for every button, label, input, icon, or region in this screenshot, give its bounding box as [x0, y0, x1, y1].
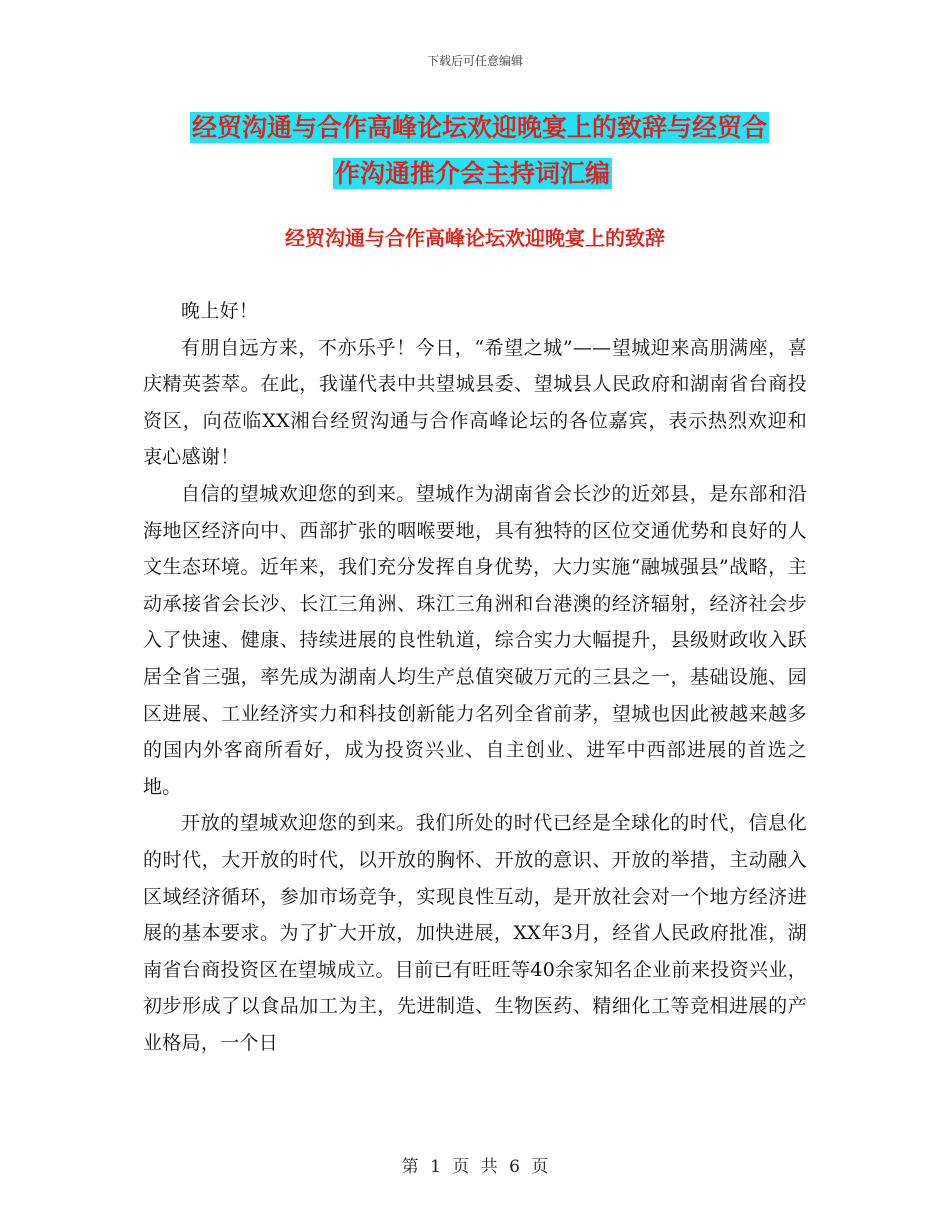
document-body — [143, 293, 807, 1061]
body-paragraph: 自信的望城欢迎您的到来。望城作为湖南省会长沙的近郊县，是东部和沿海地区经济向中、西部扩张的咽喉要地，具有独特的区位交通优势和良好的人文生态环境。近年来，我们充分发挥自身优势，大力实施“融城强县”战略，主动承接省会长沙、长江三角洲、珠江三角洲和台港澳的经济辐射，经济社会步入了快速、健康、持续进展的良性轨道，综合实力大幅提升，县级财政收入跃居全省三强，率先成为湖南人均生产总值突破万元的三县之一，基础设施、园区进展、工业经济实力和科技创新能力名列全省前茅，望城也因此被越来越多的国内外客商所看好，成为投资兴业、自主创业、进军中西部进展的首选之地。 — [143, 482, 807, 798]
main-title-line-2-text: 作沟通推介会主持词汇编 — [334, 159, 610, 188]
body-paragraph: 开放的望城欢迎您的到来。我们所处的时代已经是全球化的时代，信息化的时代，大开放的时代，以开放的胸怀、开放的意识、开放的举措，主动融入区域经济循环，参加市场竞争，实现良性互动，是开放社会对一个地方经济进展的基本要求。为了扩大开放，加快进展，XX年3月，经省人民政府批准，湖南省台商投资区在望城成立。目前已有旺旺等40余家知名企业前来投资兴业，初步形成了以食品加工为主，先进制造、生物医药、精细化工等竞相进展的产业格局，一个日 — [143, 812, 807, 1054]
section-title: 经贸沟通与合作高峰论坛欢迎晚宴上的致辞 — [285, 226, 665, 250]
main-title-line-1-text: 经贸沟通与合作高峰论坛欢迎晚宴上的致辞与经贸合 — [192, 113, 768, 142]
header-note: 下载后可任意编辑 — [426, 54, 523, 68]
page-number-footer: 第 1 页 共 6 页 — [401, 1157, 549, 1177]
greeting-paragraph: 晚上好！ — [181, 300, 259, 322]
body-paragraph: 有朋自远方来，不亦乐乎！今日，“希望之城”——望城迎来高朋满座，喜庆精英荟萃。在此，我谨代表中共望城县委、望城县人民政府和湖南省台商投资区，向莅临XX湘台经贸沟通与合作高峰论坛的各位嘉宾，表示热烈欢迎和衷心感谢！ — [143, 336, 807, 469]
main-title-line-1 — [190, 110, 805, 146]
main-title-line-2 — [150, 156, 795, 192]
